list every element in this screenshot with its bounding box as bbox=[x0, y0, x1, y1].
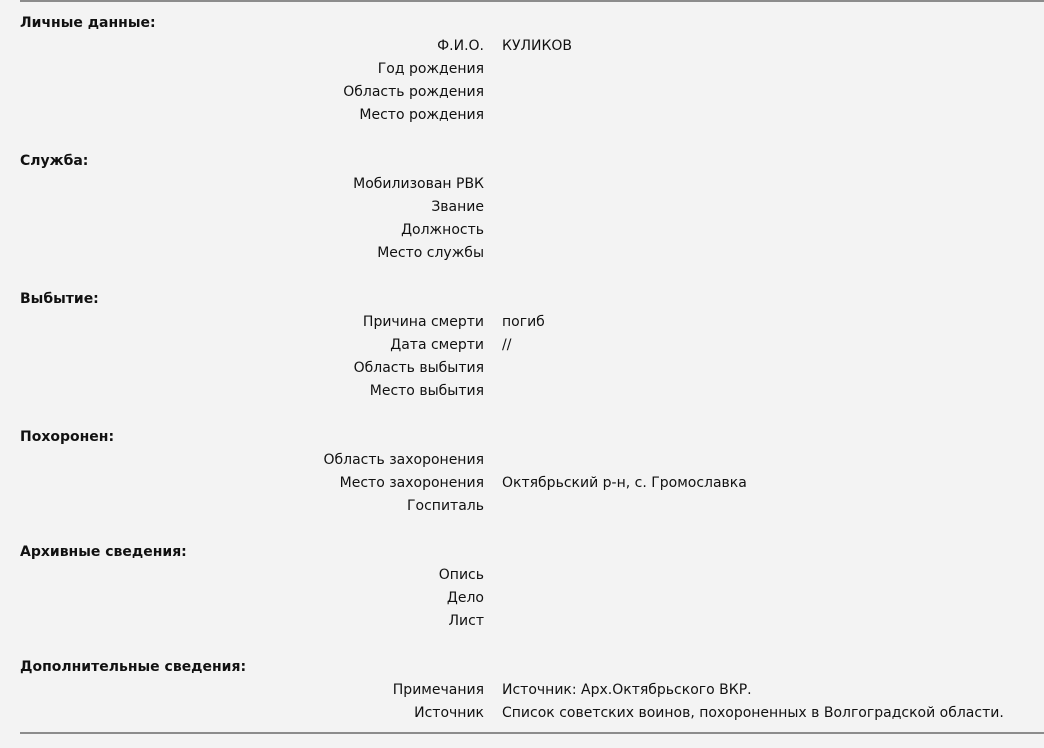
row-departure-place bbox=[20, 380, 1040, 403]
field-label: Мобилизован РВК bbox=[353, 176, 484, 192]
row-cause-of-death bbox=[20, 311, 1040, 334]
section-title: Дополнительные сведения: bbox=[20, 659, 247, 675]
field-value: Источник: Арх.Октябрьского ВКР. bbox=[502, 682, 752, 698]
row-mobilized-rvk bbox=[20, 173, 1040, 196]
field-label: Место захоронения bbox=[339, 475, 484, 491]
field-value: Список советских воинов, похороненных в Волгоградской области. bbox=[502, 705, 1004, 721]
section-service bbox=[20, 150, 1040, 265]
field-value bbox=[484, 495, 502, 518]
section-burial bbox=[20, 426, 1040, 518]
row-position bbox=[20, 219, 1040, 242]
field-label: Место рождения bbox=[359, 107, 484, 123]
field-value bbox=[484, 610, 502, 633]
section-title: Выбытие: bbox=[20, 291, 99, 307]
row-hospital bbox=[20, 495, 1040, 518]
row-date-of-death bbox=[20, 334, 1040, 357]
field-value bbox=[484, 219, 502, 242]
field-value bbox=[484, 449, 502, 472]
row-full-name bbox=[20, 35, 1040, 58]
field-label: Дата смерти bbox=[390, 337, 484, 353]
field-label: Область выбытия bbox=[353, 360, 484, 376]
field-label: Место службы bbox=[377, 245, 484, 261]
row-notes bbox=[20, 679, 1040, 702]
field-value bbox=[484, 81, 502, 104]
field-value bbox=[484, 196, 502, 219]
section-title: Личные данные: bbox=[20, 15, 156, 31]
row-birth-year bbox=[20, 58, 1040, 81]
field-value bbox=[484, 587, 502, 610]
field-label: Должность bbox=[401, 222, 484, 238]
field-label: Звание bbox=[431, 199, 484, 215]
row-sheet bbox=[20, 610, 1040, 633]
section-departure bbox=[20, 288, 1040, 403]
section-archive bbox=[20, 541, 1040, 633]
field-label: Место выбытия bbox=[369, 383, 484, 399]
field-value bbox=[484, 104, 502, 127]
field-value: погиб bbox=[502, 314, 545, 330]
field-label: Причина смерти bbox=[362, 314, 484, 330]
field-value bbox=[484, 58, 502, 81]
bottom-divider bbox=[20, 732, 1044, 734]
field-label: Госпиталь bbox=[407, 498, 484, 514]
field-label: Источник bbox=[414, 705, 484, 721]
field-value bbox=[484, 242, 502, 265]
field-label: Область захоронения bbox=[323, 452, 484, 468]
field-value bbox=[484, 173, 502, 196]
row-rank bbox=[20, 196, 1040, 219]
row-file bbox=[20, 587, 1040, 610]
row-birth-region bbox=[20, 81, 1040, 104]
section-title: Похоронен: bbox=[20, 429, 115, 445]
field-label: Дело bbox=[446, 590, 484, 606]
field-label: Год рождения bbox=[377, 61, 484, 77]
row-source bbox=[20, 702, 1040, 725]
field-value: КУЛИКОВ bbox=[502, 38, 573, 54]
field-value bbox=[484, 564, 502, 587]
record-details bbox=[20, 12, 1040, 748]
row-inventory bbox=[20, 564, 1040, 587]
field-value bbox=[484, 380, 502, 403]
row-departure-region bbox=[20, 357, 1040, 380]
section-title: Архивные сведения: bbox=[20, 544, 187, 560]
row-burial-region bbox=[20, 449, 1040, 472]
field-label: Область рождения bbox=[343, 84, 484, 100]
section-personal bbox=[20, 12, 1040, 127]
field-label: Лист bbox=[448, 613, 484, 629]
field-label: Ф.И.О. bbox=[437, 38, 484, 54]
section-additional bbox=[20, 656, 1040, 725]
field-value bbox=[484, 357, 502, 380]
field-label: Примечания bbox=[392, 682, 484, 698]
top-divider bbox=[20, 0, 1044, 2]
field-label: Опись bbox=[438, 567, 484, 583]
row-birth-place bbox=[20, 104, 1040, 127]
field-value: // bbox=[502, 337, 512, 353]
row-service-place bbox=[20, 242, 1040, 265]
row-burial-place bbox=[20, 472, 1040, 495]
section-title: Служба: bbox=[20, 153, 89, 169]
field-value: Октябрьский р-н, с. Громославка bbox=[502, 475, 747, 491]
